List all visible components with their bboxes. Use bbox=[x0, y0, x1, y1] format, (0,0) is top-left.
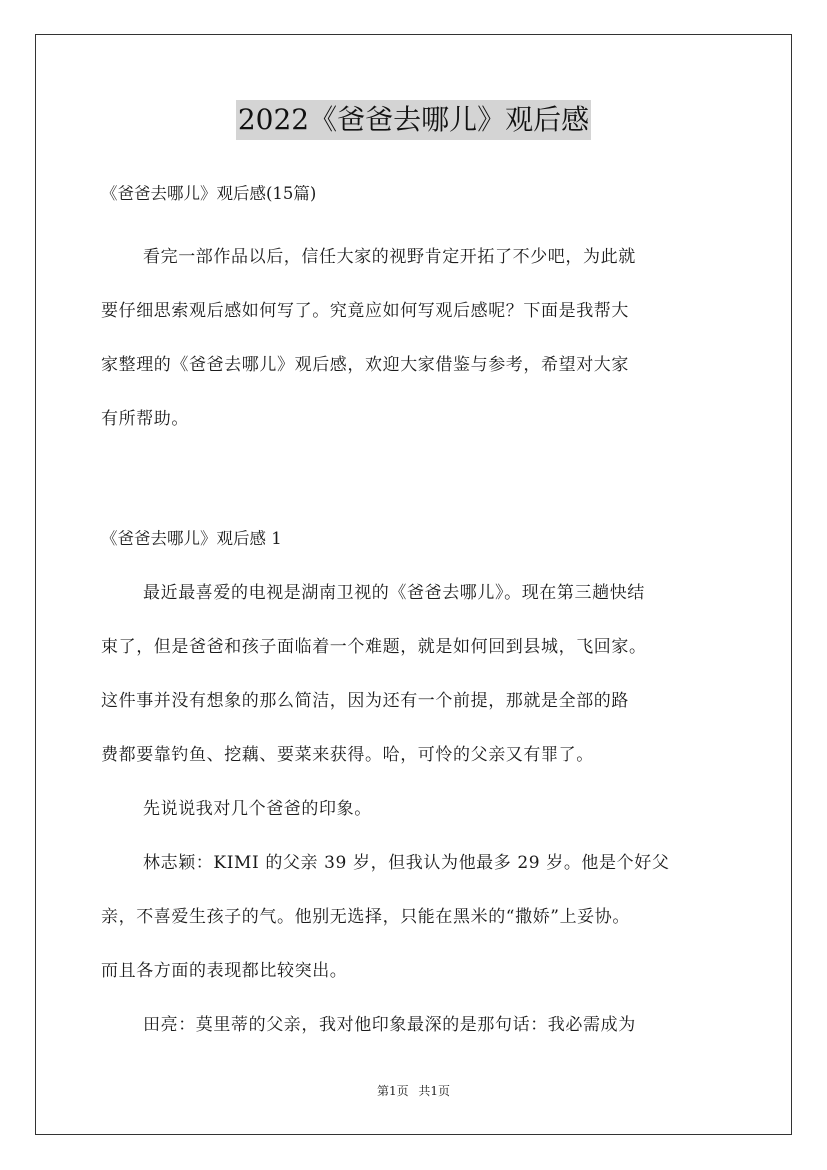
intro-line: 看完一部作品以后，信任大家的视野肯定开拓了不少吧，为此就 bbox=[143, 247, 636, 267]
paragraph-line: 林志颖：KIMI 的父亲 39 岁，但我认为他最多 29 岁。他是个好父 bbox=[143, 853, 670, 873]
paragraph-line: 最近最喜爱的电视是湖南卫视的《爸爸去哪儿》。现在第三趟快结 bbox=[143, 583, 645, 603]
document-title: 2022《爸爸去哪儿》观后感 bbox=[236, 100, 591, 140]
section-heading: 《爸爸去哪儿》观后感 1 bbox=[101, 529, 282, 548]
intro-line: 家整理的《爸爸去哪儿》观后感，欢迎大家借鉴与参考，希望对大家 bbox=[101, 355, 629, 375]
intro-paragraph bbox=[101, 230, 731, 446]
section1-paragraph-3 bbox=[101, 836, 731, 998]
page-number-total: 共1页 bbox=[418, 1084, 451, 1098]
paragraph-line: 费都要靠钓鱼、挖藕、要菜来获得。哈，可怜的父亲又有罪了。 bbox=[101, 745, 594, 765]
paragraph-line: 束了，但是爸爸和孩子面临着一个难题，就是如何回到县城，飞回家。 bbox=[101, 637, 647, 657]
document-body bbox=[101, 176, 731, 1052]
intro-line: 要仔细思索观后感如何写了。究竟应如何写观后感呢？下面是我帮大 bbox=[101, 301, 629, 321]
intro-line: 有所帮助。 bbox=[101, 409, 189, 429]
title-wrap bbox=[0, 100, 827, 140]
section1-paragraph-4: 田亮：莫里蒂的父亲，我对他印象最深的是那句话：我必需成为 bbox=[143, 1015, 636, 1035]
page-number-current: 第1页 bbox=[376, 1084, 409, 1098]
document-subtitle: 《爸爸去哪儿》观后感(15篇) bbox=[101, 184, 317, 203]
section1-paragraph-2: 先说说我对几个爸爸的印象。 bbox=[143, 799, 372, 819]
paragraph-line: 而且各方面的表现都比较突出。 bbox=[101, 961, 348, 981]
page-footer bbox=[0, 1082, 827, 1100]
paragraph-line: 亲，不喜爱生孩子的气。他别无选择，只能在黑米的“撒娇”上妥协。 bbox=[101, 907, 630, 927]
section1-paragraph-1 bbox=[101, 566, 731, 782]
paragraph-line: 这件事并没有想象的那么简洁，因为还有一个前提，那就是全部的路 bbox=[101, 691, 629, 711]
